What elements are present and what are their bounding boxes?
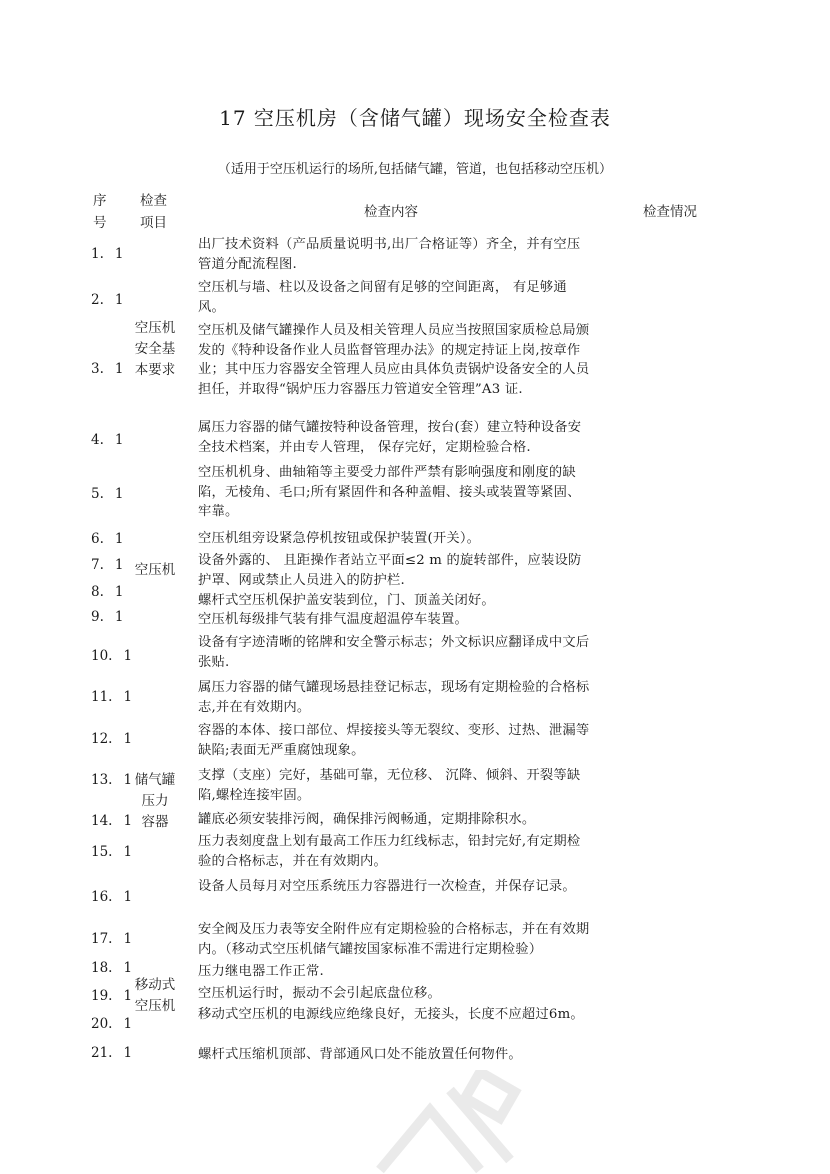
row-subindex: 1	[123, 689, 133, 705]
row-subindex: 1	[114, 292, 124, 308]
header-item-line1: 检查	[140, 193, 167, 209]
row-subindex: 1	[123, 988, 133, 1004]
row-number	[91, 772, 132, 788]
check-content: 安全阀及压力表等安全附件应有定期检验的合格标志，并在有效期内。（移动式空压机储气罐按国家标准不需进行定期检验）	[198, 922, 590, 957]
check-content: 空压机运行时，振动不会引起底盘位移。	[198, 986, 441, 1001]
row-index: 7.	[91, 557, 104, 573]
row-index: 4.	[91, 432, 104, 448]
check-content: 空压机组旁设紧急停机按钮或保护装置(开关）。	[198, 531, 481, 546]
row-index: 17.	[91, 931, 113, 947]
row-number	[91, 584, 123, 600]
check-content: 空压机每级排气装有排气温度超温停车装置。	[198, 612, 468, 627]
category-line: 空压机	[134, 562, 176, 578]
check-content: 罐底必须安装排污阀，确保排污阀畅通，定期排除积水。	[198, 812, 536, 827]
row-index: 6.	[91, 531, 104, 547]
row-index: 3.	[91, 361, 104, 377]
row-number	[91, 689, 132, 705]
check-content: 出厂技术资料（产品质量说明书,出厂合格证等）齐全，并有空压管道分配流程图.	[198, 237, 581, 272]
row-number	[91, 609, 123, 625]
row-subindex: 1	[123, 648, 133, 664]
row-subindex: 1	[114, 432, 124, 448]
row-number	[91, 960, 132, 976]
row-subindex: 1	[123, 844, 133, 860]
check-content: 空压机及储气罐操作人员及相关管理人员应当按照国家质检总局颁发的《特种设备作业人员监督管理办法》的规定持证上岗,按章作业；其中压力容器安全管理人员应由具体负责锅炉设备安全的人员担任，并取得“锅炉压力容器压力管道安全管理”A3 证.	[198, 323, 590, 397]
check-content: 螺杆式空压机保护盖安装到位，门、顶盖关闭好。	[198, 593, 495, 608]
category-basic-requirements	[128, 318, 182, 381]
category-line: 空压机	[134, 320, 176, 336]
row-index: 11.	[91, 689, 113, 705]
page-subtitle: （适用于空压机运行的场所,包括储气罐，管道，也包括移动空压机）	[217, 162, 613, 177]
watermark-icon	[360, 1070, 540, 1174]
row-number	[91, 988, 132, 1004]
row-index: 9.	[91, 609, 104, 625]
row-number	[91, 246, 123, 262]
check-content: 移动式空压机的电源线应绝缘良好，无接头，长度不应超过6m。	[198, 1007, 584, 1022]
header-status: 检查情况	[643, 204, 697, 220]
row-index: 14.	[91, 813, 113, 829]
row-subindex: 1	[123, 889, 133, 905]
row-number	[91, 731, 132, 747]
check-content: 属压力容器的储气罐现场悬挂登记标志，现场有定期检验的合格标志,并在有效期内。	[198, 680, 590, 715]
category-line: 移动式	[134, 977, 176, 993]
header-item-line2: 项目	[140, 215, 167, 231]
category-line: 安全基	[134, 341, 176, 357]
row-number	[91, 1045, 132, 1061]
row-index: 18.	[91, 960, 113, 976]
row-number	[91, 889, 132, 905]
row-subindex: 1	[123, 772, 133, 788]
check-content: 压力继电器工作正常.	[198, 964, 324, 979]
row-index: 2.	[91, 292, 104, 308]
category-mobile-compressor	[128, 975, 182, 1017]
row-index: 20.	[91, 1016, 113, 1032]
row-number	[91, 486, 123, 502]
row-number	[91, 813, 132, 829]
category-line: 容器	[141, 814, 169, 830]
row-index: 1.	[91, 246, 104, 262]
row-number	[91, 931, 132, 947]
check-content: 属压力容器的储气罐按特种设备管理，按台(套）建立特种设备安全技术档案，并由专人管理， 保存完好，定期检验合格.	[198, 420, 582, 455]
page-title: 17 空压机房（含储气罐）现场安全检查表	[219, 106, 611, 130]
check-content: 压力表刻度盘上划有最高工作压力红线标志，铅封完好,有定期检验的合格标志，并在有效期内。	[198, 834, 581, 869]
row-subindex: 1	[123, 1016, 133, 1032]
row-subindex: 1	[114, 246, 124, 262]
category-line: 本要求	[134, 362, 176, 378]
row-subindex: 1	[123, 931, 133, 947]
row-number	[91, 292, 123, 308]
row-subindex: 1	[114, 609, 124, 625]
row-subindex: 1	[123, 1045, 133, 1061]
row-index: 5.	[91, 486, 104, 502]
row-index: 8.	[91, 584, 104, 600]
row-number	[91, 557, 123, 573]
check-content: 容器的本体、接口部位、焊接接头等无裂纹、变形、过热、泄漏等缺陷;表面无严重腐蚀现象。	[198, 723, 590, 758]
row-number	[91, 648, 132, 664]
row-number	[91, 531, 123, 547]
check-content: 设备有字迹清晰的铭牌和安全警示标志；外文标识应翻译成中文后张贴.	[198, 635, 590, 670]
row-subindex: 1	[123, 960, 133, 976]
row-subindex: 1	[114, 584, 124, 600]
row-index: 13.	[91, 772, 113, 788]
row-number	[91, 432, 123, 448]
check-content: 空压机与墙、柱以及设备之间留有足够的空间距离， 有足够通风。	[198, 280, 567, 315]
check-content: 螺杆式压缩机顶部、背部通风口处不能放置任何物件。	[198, 1047, 522, 1062]
header-seq-line1: 序	[93, 193, 107, 209]
header-content: 检查内容	[364, 204, 418, 220]
row-subindex: 1	[114, 531, 124, 547]
row-index: 16.	[91, 889, 113, 905]
row-index: 15.	[91, 844, 113, 860]
row-number	[91, 361, 123, 377]
category-line: 压力	[141, 793, 169, 809]
category-line: 空压机	[134, 998, 176, 1014]
category-line: 储气罐	[134, 772, 176, 788]
row-subindex: 1	[114, 557, 124, 573]
row-number	[91, 844, 132, 860]
row-index: 10.	[91, 648, 113, 664]
row-number	[91, 1016, 132, 1032]
check-content: 支撑（支座）完好，基础可靠，无位移、 沉降、倾斜、开裂等缺陷,螺栓连接牢固。	[198, 768, 581, 803]
row-subindex: 1	[123, 813, 133, 829]
row-index: 19.	[91, 988, 113, 1004]
check-content: 设备人员每月对空压系统压力容器进行一次检查，并保存记录。	[198, 879, 576, 894]
row-index: 21.	[91, 1045, 113, 1061]
check-content: 设备外露的、 且距操作者站立平面≤2 m 的旋转部件，应装设防护罩、网或禁止人员进入的防护栏.	[198, 553, 582, 588]
row-subindex: 1	[123, 731, 133, 747]
row-subindex: 1	[114, 361, 124, 377]
category-pressure-vessel	[128, 770, 182, 833]
row-index: 12.	[91, 731, 113, 747]
check-content: 空压机机身、曲轴箱等主要受力部件严禁有影响强度和刚度的缺陷，无棱角、毛口;所有紧固件和各种盖帽、接头或装置等紧固、牢靠。	[198, 465, 581, 519]
category-air-compressor	[128, 560, 182, 581]
row-subindex: 1	[114, 486, 124, 502]
header-seq-line2: 号	[93, 215, 107, 231]
